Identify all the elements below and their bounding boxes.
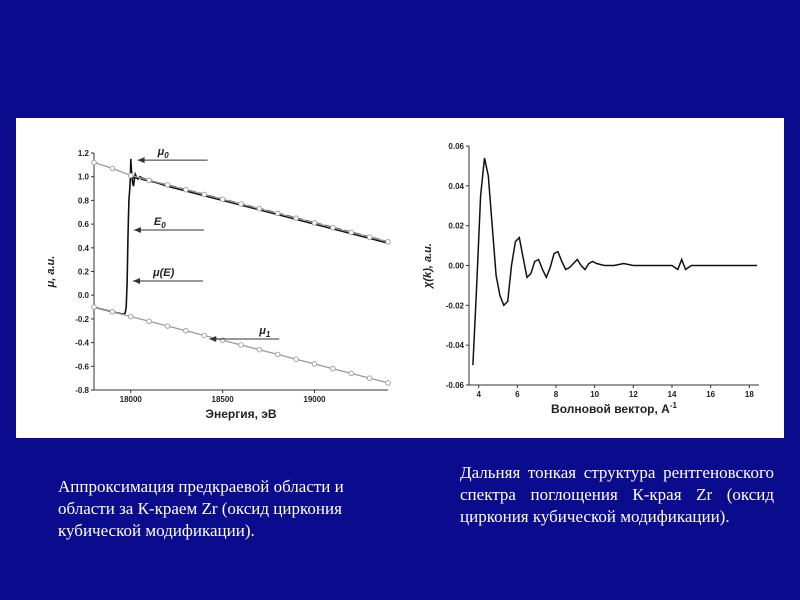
- spectrum-fit-marker: [165, 324, 170, 329]
- spectrum-fit-marker: [275, 352, 280, 357]
- exafs-x-tick-label: 8: [553, 390, 559, 399]
- annotation-arrowhead: [138, 157, 145, 163]
- spectrum-y-tick-label: 1.0: [77, 172, 89, 182]
- exafs-x-tick-label: 4: [476, 390, 481, 399]
- exafs-x-axis-label-superscript: -1: [669, 401, 677, 410]
- exafs-x-tick-label: 14: [667, 390, 677, 399]
- annotation-label: $\mu_0$: [157, 146, 169, 161]
- spectrum-fit-marker: [257, 347, 262, 352]
- exafs-x-axis-label: Волновой вектор, $А^{-1}$: [551, 401, 677, 416]
- spectrum-x-axis-label: Энергия, эВ: [205, 407, 277, 421]
- exafs-y-tick-label: 0.02: [448, 221, 464, 231]
- annotation-label-subscript: 0: [164, 151, 169, 161]
- charts: [16, 118, 784, 438]
- spectrum-fit-marker: [128, 314, 133, 319]
- exafs-y-tick-label: -0.06: [445, 381, 464, 390]
- spectrum-fit-marker: [294, 357, 299, 362]
- annotation-label: $E_0$: [153, 216, 166, 231]
- annotation-arrowhead: [134, 227, 141, 233]
- exafs-y-tick-label: 0.00: [448, 261, 464, 271]
- spectrum-fit-marker: [257, 206, 262, 211]
- spectrum-fit-marker: [367, 376, 372, 381]
- spectrum-fit-marker: [202, 333, 207, 338]
- spectrum-y-tick-label: 0.4: [77, 243, 89, 253]
- spectrum-fit-marker: [92, 305, 97, 310]
- exafs-x-tick-label: 6: [515, 390, 520, 399]
- spectrum-y-axis-label: μ, a.u.: [45, 255, 57, 288]
- annotation-label-subscript: 1: [265, 330, 271, 340]
- spectrum-x-tick-label: 19000: [303, 395, 326, 404]
- spectrum-y-tick-label: -0.8: [75, 386, 89, 395]
- spectrum-fit-marker: [239, 343, 244, 348]
- spectrum-fit-marker: [386, 381, 391, 386]
- spectrum-y-tick-label: -0.4: [75, 338, 89, 348]
- annotation-label-subscript: 0: [161, 221, 166, 231]
- spectrum-fit-marker: [294, 216, 299, 221]
- spectrum-y-tick-label: 0.2: [77, 267, 89, 277]
- annotation-label: $\mu_1$: [259, 325, 271, 340]
- spectrum-fit-marker: [184, 187, 189, 192]
- spectrum-fit-marker: [202, 192, 207, 197]
- spectrum-y-tick-label: 0.0: [77, 291, 89, 301]
- spectrum-fit-marker: [386, 240, 391, 245]
- spectrum-fit-marker: [147, 319, 152, 324]
- caption-right: Дальняя тонкая структура рентгеновского спектра поглощения К-края Zr (оксид циркония кубической модификации).: [460, 463, 774, 526]
- spectrum-y-tick-label: 0.6: [77, 220, 89, 230]
- spectrum-x-tick-label: 18000: [119, 395, 142, 404]
- spectrum-fit-marker: [92, 160, 97, 165]
- spectrum-fit-marker: [184, 328, 189, 333]
- exafs-x-tick-label: 12: [628, 390, 638, 399]
- spectrum-fit-marker: [128, 173, 133, 178]
- spectrum-chart: [45, 146, 390, 421]
- spectrum-mu-line: [94, 159, 388, 314]
- exafs-y-tick-label: -0.04: [445, 341, 464, 351]
- spectrum-fit-marker: [110, 166, 115, 171]
- caption-left: Аппроксимация предкраевой области и области за К-краем Zr (оксид циркония кубической модификации).: [58, 477, 344, 540]
- figure-panel: [16, 118, 784, 438]
- annotation-arrowhead: [133, 278, 140, 284]
- exafs-y-tick-label: 0.06: [448, 142, 464, 151]
- spectrum-fit-marker: [367, 235, 372, 240]
- exafs-x-tick-label: 18: [744, 390, 754, 399]
- spectrum-fit-marker: [239, 202, 244, 207]
- spectrum-fit-marker: [331, 225, 336, 230]
- spectrum-fit-marker: [331, 366, 336, 371]
- spectrum-fit-marker: [110, 309, 115, 314]
- spectrum-fit-marker: [220, 197, 225, 202]
- spectrum-fit-marker: [165, 183, 170, 188]
- spectrum-y-tick-label: -0.2: [75, 314, 89, 324]
- exafs-chart: [422, 142, 759, 416]
- spectrum-fit-marker: [147, 178, 152, 183]
- spectrum-y-tick-label: -0.6: [75, 362, 89, 372]
- exafs-y-tick-label: -0.02: [445, 301, 464, 311]
- exafs-x-tick-label: 10: [590, 390, 600, 399]
- exafs-chi-line: [473, 158, 757, 365]
- spectrum-fit-marker: [275, 211, 280, 216]
- spectrum-fit-marker: [349, 371, 354, 376]
- spectrum-fit-marker: [312, 362, 317, 367]
- spectrum-fit-marker: [312, 221, 317, 226]
- spectrum-x-tick-label: 18500: [211, 395, 234, 404]
- exafs-x-tick-label: 16: [706, 390, 716, 399]
- spectrum-y-tick-label: 1.2: [77, 149, 89, 158]
- spectrum-y-tick-label: 0.8: [77, 196, 89, 206]
- annotation-label: μ(E): [152, 266, 175, 279]
- exafs-y-axis-label: χ(k), a.u.: [422, 243, 434, 288]
- exafs-y-tick-label: 0.04: [448, 181, 464, 191]
- spectrum-fit-marker: [349, 230, 354, 235]
